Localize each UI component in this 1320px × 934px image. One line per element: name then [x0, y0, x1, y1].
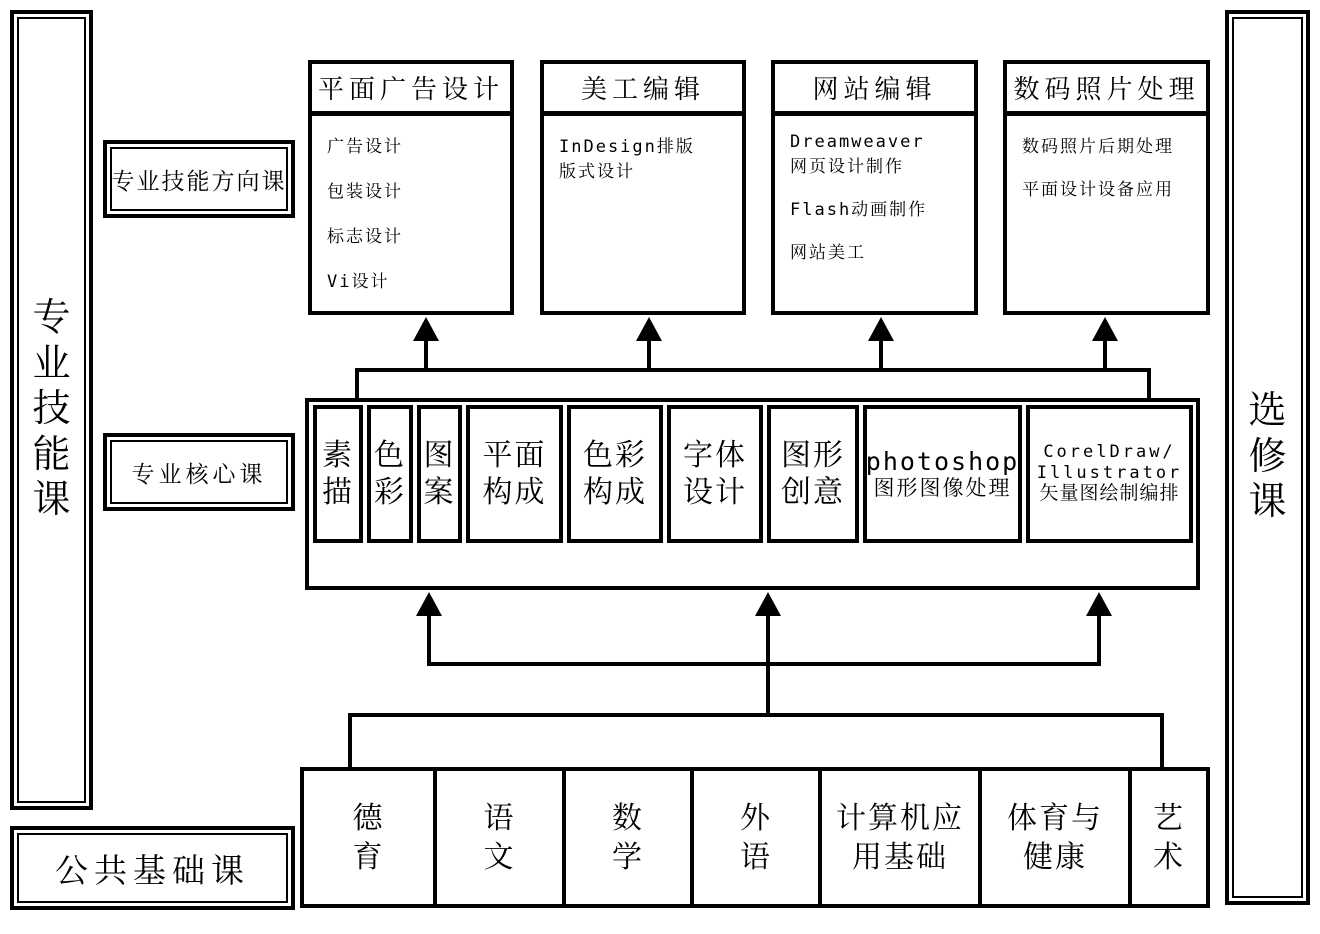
core-course-color-composition	[567, 405, 663, 543]
skill-direction-label-box	[103, 140, 295, 218]
up-arrow-icon	[413, 317, 439, 341]
basic-course-moral-education	[300, 767, 437, 908]
basic-course-foreign-language	[690, 767, 822, 908]
left-category-bar	[10, 10, 93, 810]
core-course-label: 图形创意	[781, 438, 845, 509]
up-arrow-icon	[1086, 592, 1112, 616]
basic-course-chinese	[433, 767, 566, 908]
direction-box-title: 数码照片处理	[1007, 64, 1206, 116]
public-basic-bar-label: 公共基础课	[55, 853, 250, 890]
course-item: 网页设计制作	[790, 157, 904, 177]
connector-line	[348, 713, 352, 769]
course-item: 标志设计	[327, 227, 403, 247]
core-course-photoshop	[863, 405, 1022, 543]
core-label: 专业核心课	[131, 461, 267, 487]
connector-line	[427, 662, 1101, 666]
course-item: InDesign排版	[559, 137, 695, 157]
connector-line	[348, 713, 1164, 717]
basic-course-pe-health	[978, 767, 1132, 908]
connector-line	[1103, 339, 1107, 370]
direction-box-title: 平面广告设计	[312, 64, 510, 116]
core-course-sublabel: 图形图像处理	[873, 476, 1012, 501]
skill-direction-label: 专业技能方向课	[111, 168, 287, 194]
course-item: 平面设计设备应用	[1022, 180, 1174, 200]
up-arrow-icon	[755, 592, 781, 616]
up-arrow-icon	[636, 317, 662, 341]
connector-line	[355, 368, 359, 402]
core-course-font-design	[667, 405, 763, 543]
connector-line	[879, 339, 883, 370]
core-course-graphic-creativity	[767, 405, 859, 543]
course-item: 数码照片后期处理	[1022, 137, 1174, 157]
basic-course-art	[1128, 767, 1210, 908]
course-item: Vi设计	[327, 272, 390, 292]
right-category-bar-label: 选修课	[1248, 390, 1287, 524]
direction-box-title: 网站编辑	[775, 64, 974, 116]
direction-box-graphic-ad	[308, 60, 514, 315]
core-course-sketch	[313, 405, 363, 543]
up-arrow-icon	[868, 317, 894, 341]
basic-course-label: 体育与健康	[1007, 801, 1103, 874]
right-category-bar	[1225, 10, 1310, 905]
direction-box-title: 美工编辑	[544, 64, 742, 116]
direction-box-digital-photo	[1003, 60, 1210, 315]
course-item: Dreamweaver	[790, 132, 925, 152]
core-course-label: 字体设计	[683, 438, 747, 509]
left-category-bar-label: 专业技能课	[32, 297, 71, 522]
basic-course-label: 数学	[612, 801, 644, 874]
core-course-sublabel: 矢量图绘制编排	[1039, 482, 1180, 504]
basic-course-label: 语文	[483, 801, 516, 874]
course-item: 网站美工	[790, 243, 866, 263]
course-item: 包装设计	[327, 182, 403, 202]
course-item: 广告设计	[327, 137, 403, 157]
core-course-color	[367, 405, 413, 543]
connector-line	[355, 368, 1151, 372]
core-course-label: 素描	[322, 438, 354, 509]
connector-line	[427, 614, 431, 666]
core-course-label: photoshop	[865, 446, 1020, 476]
course-item: 版式设计	[559, 162, 635, 182]
up-arrow-icon	[416, 592, 442, 616]
up-arrow-icon	[1092, 317, 1118, 341]
basic-course-math	[562, 767, 694, 908]
direction-box-web-editing	[771, 60, 978, 315]
core-course-pattern	[417, 405, 462, 543]
core-course-label: 色彩	[374, 438, 406, 509]
connector-line	[1097, 614, 1101, 666]
public-basic-bar	[10, 826, 295, 910]
core-label-box	[103, 433, 295, 511]
direction-box-art-editing	[540, 60, 746, 315]
core-course-plane-composition	[466, 405, 563, 543]
basic-course-computer-application	[818, 767, 982, 908]
connector-line	[424, 339, 428, 370]
basic-course-label: 计算机应用基础	[836, 801, 964, 874]
course-item: Flash动画制作	[790, 200, 928, 220]
connector-line	[647, 339, 651, 370]
basic-course-label: 艺术	[1153, 801, 1185, 874]
core-course-label: Illustrator	[1036, 462, 1183, 483]
core-course-label: 色彩构成	[583, 438, 647, 509]
core-course-label: CorelDraw/	[1043, 442, 1176, 463]
connector-line	[1160, 713, 1164, 769]
core-course-label: 图案	[423, 438, 456, 509]
basic-course-label: 外语	[740, 801, 772, 874]
core-course-coreldraw-illustrator	[1026, 405, 1193, 543]
core-course-label: 平面构成	[482, 438, 547, 509]
basic-course-label: 德育	[352, 801, 385, 874]
connector-line	[1147, 368, 1151, 402]
